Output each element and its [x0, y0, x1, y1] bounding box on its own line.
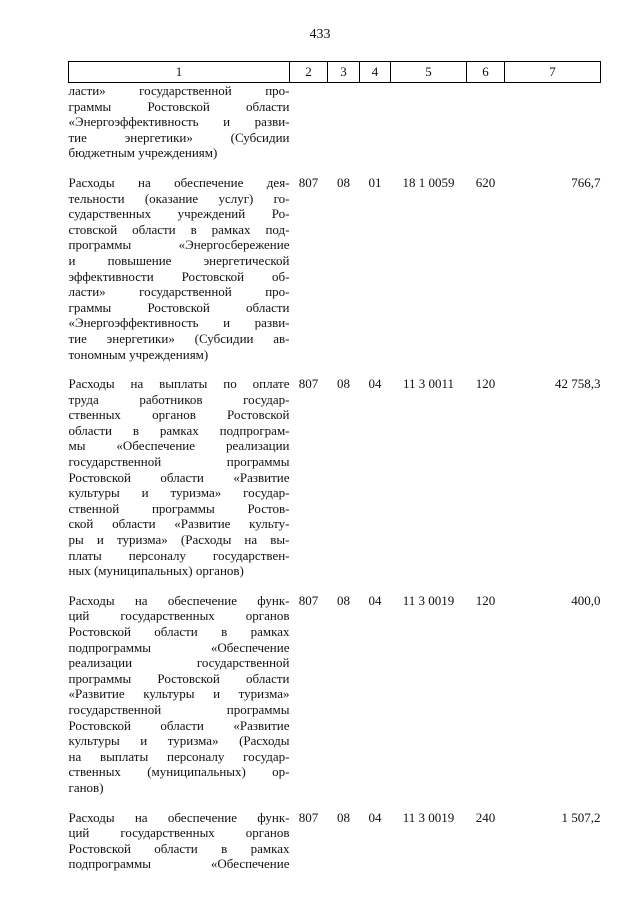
description-line: Расходы на выплаты по оплате	[68, 376, 290, 392]
description-line: ственных органов Ростовской	[68, 407, 290, 423]
description-line: Ростовской области в рамках	[68, 840, 290, 856]
description-line: граммы Ростовской области	[68, 98, 290, 114]
description-line: тие энергетики» (Субсидии	[68, 129, 290, 145]
description-line: «Развитие культуры и туризма»	[68, 686, 290, 702]
description-line: программы Ростовской области	[68, 670, 290, 686]
table-row	[69, 796, 601, 872]
row-description	[69, 362, 290, 579]
section-code: 08	[337, 592, 350, 608]
target-article-code: 18 1 0059	[402, 174, 455, 190]
description-line: и повышение энергетической	[68, 252, 290, 268]
description-line: Ростовской области в рамках	[68, 624, 290, 639]
table-body	[69, 83, 601, 872]
header-col-7: 7	[505, 62, 601, 83]
section-code	[328, 83, 360, 161]
description-line: тельности (оказание услуг) го-	[68, 190, 290, 206]
description-line: ственных (муниципальных) ор-	[68, 764, 290, 780]
header-col-2: 2	[290, 62, 328, 83]
header-col-1: 1	[69, 62, 290, 83]
table-row	[69, 362, 601, 579]
description-line: граммы Ростовской области	[68, 299, 290, 315]
description-line: программы «Энергосбережение	[68, 237, 290, 253]
description-line: государственной программы	[68, 454, 290, 470]
target-article-code: 11 3 0019	[402, 592, 455, 608]
description-line: Расходы на обеспечение функ-	[68, 592, 290, 608]
table-row	[69, 161, 601, 362]
ministry-code: 807	[298, 592, 319, 608]
description-line: подпрограммы «Обеспечение	[68, 639, 290, 655]
description-line: стовской области в рамках под-	[68, 221, 290, 237]
header-col-6: 6	[467, 62, 505, 83]
section-code: 08	[337, 174, 350, 190]
description-line: платы персоналу государствен-	[68, 547, 290, 563]
description-line: ных (муниципальных) органов)	[68, 563, 244, 579]
subsection-code: 04	[368, 376, 382, 392]
description-line: тономным учреждениям)	[68, 346, 209, 362]
description-line: на выплаты персоналу государ-	[68, 748, 290, 764]
amount-value: 400,0	[571, 592, 601, 608]
expense-type-code: 620	[475, 174, 496, 190]
table-row	[69, 83, 601, 161]
row-description	[69, 796, 290, 872]
ministry-code: 807	[298, 809, 319, 825]
table-header-row	[69, 62, 601, 83]
row-description	[69, 579, 290, 796]
description-line: ций государственных органов	[68, 608, 290, 624]
description-line: Расходы на обеспечение функ-	[68, 809, 290, 825]
description-line: сударственных учреждений Ро-	[68, 206, 290, 222]
description-line: культуры и туризма» государ-	[68, 485, 290, 501]
amount-value: 766,7	[571, 174, 601, 190]
page-number: 433	[309, 27, 331, 42]
ministry-code	[290, 83, 328, 161]
table-row	[69, 579, 601, 796]
subsection-code: 04	[368, 592, 382, 608]
row-description	[69, 83, 290, 161]
description-line: Ростовской области «Развитие	[68, 469, 290, 485]
description-line: ласти» государственной про-	[68, 284, 290, 300]
subsection-code: 01	[368, 174, 382, 190]
row-description	[69, 161, 290, 362]
description-line: эффективности Ростовской об-	[68, 268, 290, 284]
description-line: ры и туризма» (Расходы на вы-	[68, 532, 290, 548]
description-line: Расходы на обеспечение дея-	[68, 174, 290, 190]
description-line: мы «Обеспечение реализации	[68, 438, 290, 454]
description-line: ласти» государственной про-	[68, 83, 290, 98]
header-col-4: 4	[360, 62, 391, 83]
target-article-code: 11 3 0019	[402, 809, 455, 825]
amount-value: 1 507,2	[561, 809, 601, 825]
description-line: подпрограммы «Обеспечение	[68, 856, 290, 872]
description-line: Ростовской области «Развитие	[68, 717, 290, 733]
description-line: «Энергоэффективность и разви-	[68, 114, 290, 130]
description-line: области в рамках подпрограм-	[68, 422, 290, 438]
ministry-code: 807	[298, 174, 319, 190]
header-col-5: 5	[391, 62, 467, 83]
expense-type-code: 240	[475, 809, 496, 825]
expense-type-code: 120	[475, 592, 496, 608]
description-line: культуры и туризма» (Расходы	[68, 733, 290, 749]
subsection-code	[360, 83, 391, 161]
target-article-code: 11 3 0011	[402, 376, 455, 392]
budget-table	[68, 61, 601, 872]
subsection-code: 04	[368, 809, 382, 825]
description-line: ганов)	[68, 779, 104, 795]
description-line: реализации государственной	[68, 655, 290, 671]
description-line: ской области «Развитие культу-	[68, 516, 290, 532]
description-line: «Энергоэффективность и разви-	[68, 315, 290, 331]
expense-type-code: 120	[475, 376, 496, 392]
expense-type-code	[467, 83, 505, 161]
header-col-3: 3	[328, 62, 360, 83]
section-code: 08	[337, 376, 350, 392]
section-code: 08	[337, 809, 350, 825]
description-line: тие энергетики» (Субсидии ав-	[68, 330, 290, 346]
description-line: труда работников государ-	[68, 391, 290, 407]
amount-value: 42 758,3	[555, 376, 601, 392]
description-line: государственной программы	[68, 701, 290, 717]
amount-value	[505, 83, 601, 161]
description-line: ций государственных органов	[68, 825, 290, 841]
description-line: бюджетным учреждениям)	[68, 145, 218, 161]
description-line: ственной программы Ростов-	[68, 500, 290, 516]
ministry-code: 807	[298, 376, 319, 392]
target-article-code	[391, 83, 467, 161]
